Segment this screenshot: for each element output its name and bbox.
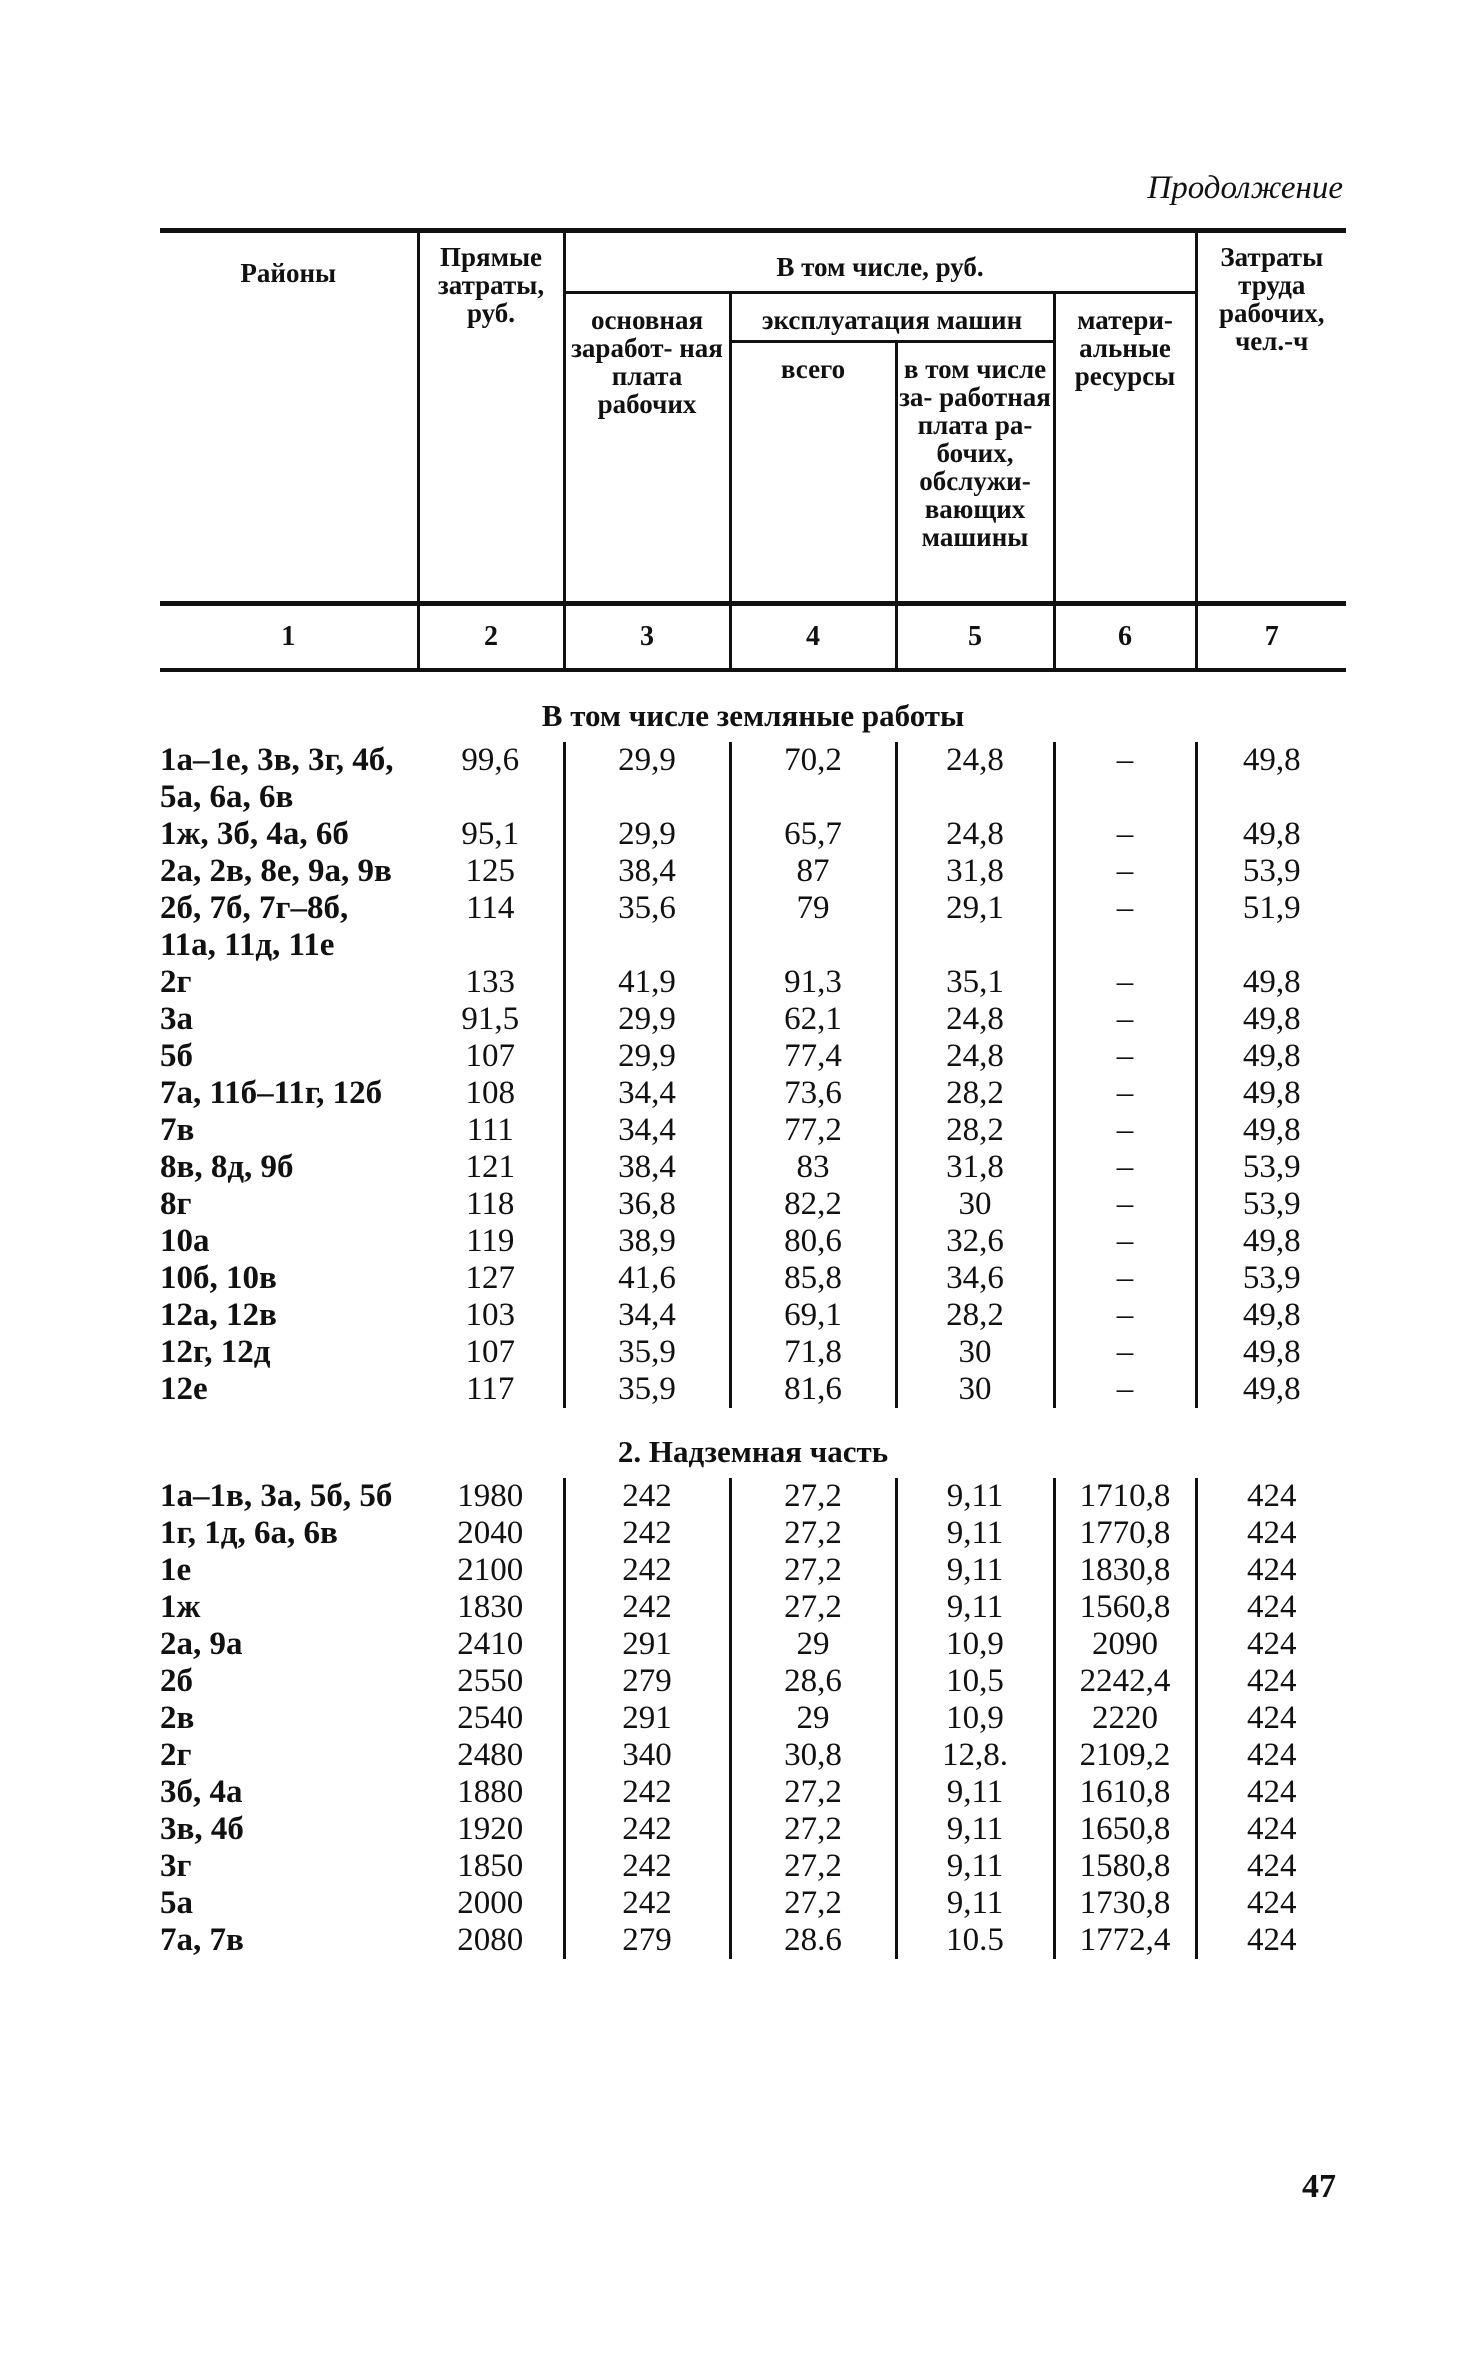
value-cell: 291: [564, 1700, 730, 1737]
table-row: [160, 1186, 1346, 1223]
value-cell: 29,9: [564, 1001, 730, 1038]
value-cell: 34,4: [564, 1297, 730, 1334]
value-cell: 41,6: [564, 1260, 730, 1297]
value-cell: 53,9: [1242, 1260, 1301, 1296]
value-cell: 9,11: [896, 1478, 1054, 1515]
value-cell: 242: [564, 1589, 730, 1626]
column-number: 2: [418, 604, 564, 671]
table-row: [160, 1737, 1346, 1774]
value-cell: 111: [418, 1112, 564, 1149]
value-cell: 1560,8: [1054, 1589, 1196, 1626]
table-row: [160, 816, 1346, 853]
value-cell: 83: [730, 1149, 896, 1186]
value-cell: 31,8: [896, 1149, 1054, 1186]
value-cell: 242: [564, 1774, 730, 1811]
value-cell: 49,8: [1242, 1038, 1301, 1074]
value-cell: 29: [730, 1626, 896, 1663]
value-cell: 29,1: [896, 890, 1054, 964]
value-cell: –: [1054, 1149, 1196, 1186]
value-cell: 91,3: [730, 964, 896, 1001]
region-cell: 1е: [160, 1552, 192, 1588]
column-number: 7: [1196, 604, 1346, 671]
value-cell: 38,4: [564, 1149, 730, 1186]
value-cell: 424: [1247, 1663, 1297, 1699]
value-cell: –: [1054, 890, 1196, 964]
region-cell: 2б: [160, 1663, 193, 1699]
value-cell: 49,8: [1242, 1075, 1301, 1111]
value-cell: 71,8: [730, 1334, 896, 1371]
value-cell: 38,9: [564, 1223, 730, 1260]
table-row: [160, 1075, 1346, 1112]
value-cell: 77,4: [730, 1038, 896, 1075]
table-row: [160, 1001, 1346, 1038]
table-row: [160, 1626, 1346, 1663]
value-cell: 10,5: [896, 1663, 1054, 1700]
value-cell: 81,6: [730, 1371, 896, 1408]
value-cell: 30: [896, 1371, 1054, 1408]
value-cell: 424: [1247, 1737, 1297, 1773]
value-cell: 424: [1247, 1552, 1297, 1588]
value-cell: 1830,8: [1054, 1552, 1196, 1589]
table-row: [160, 1297, 1346, 1334]
value-cell: 95,1: [418, 816, 564, 853]
region-cell: 1а–1в, 3а, 5б, 5б: [160, 1478, 393, 1514]
value-cell: –: [1054, 816, 1196, 853]
value-cell: 53,9: [1242, 1186, 1301, 1222]
value-cell: 24,8: [896, 816, 1054, 853]
value-cell: 28.6: [730, 1922, 896, 1959]
region-cell: 2г: [160, 1737, 192, 1773]
value-cell: –: [1054, 1186, 1196, 1223]
table-row: [160, 1478, 1346, 1515]
value-cell: –: [1054, 1371, 1196, 1408]
value-cell: 53,9: [1242, 853, 1301, 889]
value-cell: 51,9: [1242, 890, 1301, 926]
region-cell: 8г: [160, 1186, 192, 1222]
header-materials: матери- альные ресурсы: [1054, 293, 1196, 604]
region-cell: 8в, 8д, 9б: [160, 1149, 294, 1185]
value-cell: 9,11: [896, 1552, 1054, 1589]
value-cell: 85,8: [730, 1260, 896, 1297]
region-cell: 3в, 4б: [160, 1811, 244, 1847]
region-cell: 10а: [160, 1223, 210, 1259]
value-cell: 65,7: [730, 816, 896, 853]
value-cell: 53,9: [1242, 1149, 1301, 1185]
region-cell: 1г, 1д, 6а, 6в: [160, 1515, 338, 1551]
value-cell: 27,2: [730, 1478, 896, 1515]
region-cell: 1ж, 3б, 4а, 6б: [160, 816, 349, 852]
header-direct-costs: Прямые затраты, руб.: [418, 231, 564, 604]
value-cell: –: [1054, 1038, 1196, 1075]
value-cell: 2242,4: [1054, 1663, 1196, 1700]
value-cell: 1650,8: [1054, 1811, 1196, 1848]
table-row: [160, 1885, 1346, 1922]
value-cell: 424: [1247, 1885, 1297, 1921]
value-cell: 27,2: [730, 1774, 896, 1811]
value-cell: 30: [896, 1334, 1054, 1371]
section-title-above-ground: 2. Надземная часть: [617, 1434, 889, 1469]
value-cell: 27,2: [730, 1552, 896, 1589]
value-cell: 2480: [418, 1737, 564, 1774]
value-cell: 9,11: [896, 1848, 1054, 1885]
value-cell: 1920: [418, 1811, 564, 1848]
value-cell: 9,11: [896, 1774, 1054, 1811]
region-cell: 1а–1е, 3в, 3г, 4б, 5а, 6а, 6в: [160, 742, 394, 815]
value-cell: 32,6: [896, 1223, 1054, 1260]
page-number: 47: [1302, 2168, 1336, 2205]
table-row: [160, 742, 1346, 816]
value-cell: 2109,2: [1054, 1737, 1196, 1774]
continuation-label: Продолжение: [1147, 170, 1343, 206]
table-row: [160, 1848, 1346, 1885]
value-cell: –: [1054, 1075, 1196, 1112]
value-cell: 12,8.: [896, 1737, 1054, 1774]
value-cell: 24,8: [896, 1001, 1054, 1038]
value-cell: –: [1054, 1334, 1196, 1371]
value-cell: –: [1054, 742, 1196, 816]
table-row: [160, 1515, 1346, 1552]
value-cell: 9,11: [896, 1515, 1054, 1552]
value-cell: 29,9: [564, 742, 730, 816]
value-cell: 1730,8: [1054, 1885, 1196, 1922]
value-cell: 424: [1247, 1848, 1297, 1884]
table-row: [160, 1149, 1346, 1186]
header-including: В том числе, руб.: [564, 231, 1196, 293]
header-basic-wage: основная заработ- ная плата рабочих: [564, 293, 730, 604]
value-cell: 1830: [418, 1589, 564, 1626]
table-row: [160, 1663, 1346, 1700]
region-cell: 2б, 7б, 7г–8б, 11а, 11д, 11е: [160, 890, 349, 963]
value-cell: 424: [1247, 1811, 1297, 1847]
value-cell: 99,6: [418, 742, 564, 816]
value-cell: 424: [1247, 1922, 1297, 1958]
region-cell: 5а: [160, 1885, 193, 1921]
value-cell: 9,11: [896, 1589, 1054, 1626]
value-cell: 70,2: [730, 742, 896, 816]
table-row: [160, 890, 1346, 964]
column-number: 5: [896, 604, 1054, 671]
value-cell: 49,8: [1242, 1001, 1301, 1037]
value-cell: 49,8: [1242, 1371, 1301, 1407]
value-cell: 424: [1247, 1700, 1297, 1736]
table-row: [160, 1700, 1346, 1737]
table-row: [160, 1334, 1346, 1371]
value-cell: 10.5: [896, 1922, 1054, 1959]
value-cell: 133: [418, 964, 564, 1001]
value-cell: –: [1054, 1112, 1196, 1149]
column-number: 1: [160, 604, 418, 671]
value-cell: 424: [1247, 1515, 1297, 1551]
value-cell: 35,6: [564, 890, 730, 964]
region-cell: 3б, 4а: [160, 1774, 243, 1810]
value-cell: 49,8: [1242, 816, 1301, 852]
value-cell: 10,9: [896, 1626, 1054, 1663]
value-cell: 279: [564, 1663, 730, 1700]
region-cell: 10б, 10в: [160, 1260, 277, 1296]
region-cell: 3а: [160, 1001, 193, 1037]
value-cell: 38,4: [564, 853, 730, 890]
value-cell: 49,8: [1242, 1112, 1301, 1148]
value-cell: 27,2: [730, 1589, 896, 1626]
value-cell: 30,8: [730, 1737, 896, 1774]
value-cell: 242: [564, 1848, 730, 1885]
value-cell: –: [1054, 1297, 1196, 1334]
header-total: всего: [730, 342, 896, 604]
region-cell: 2а, 9а: [160, 1626, 243, 1662]
header-machine-operation: эксплуатация машин: [730, 293, 1054, 342]
value-cell: 30: [896, 1186, 1054, 1223]
header-labor: Затраты труда рабочих, чел.-ч: [1196, 231, 1346, 604]
value-cell: 31,8: [896, 853, 1054, 890]
value-cell: 27,2: [730, 1848, 896, 1885]
value-cell: 119: [418, 1223, 564, 1260]
value-cell: 29: [730, 1700, 896, 1737]
value-cell: 35,1: [896, 964, 1054, 1001]
value-cell: –: [1054, 853, 1196, 890]
value-cell: 108: [418, 1075, 564, 1112]
value-cell: 1980: [418, 1478, 564, 1515]
value-cell: 49,8: [1242, 742, 1301, 778]
value-cell: 2100: [418, 1552, 564, 1589]
value-cell: 242: [564, 1478, 730, 1515]
value-cell: 107: [418, 1334, 564, 1371]
value-cell: –: [1054, 1260, 1196, 1297]
table-row: [160, 1223, 1346, 1260]
cost-table: [160, 228, 1346, 1959]
column-number: 6: [1054, 604, 1196, 671]
value-cell: 27,2: [730, 1811, 896, 1848]
region-cell: 5б: [160, 1038, 193, 1074]
region-cell: 2г: [160, 964, 192, 1000]
value-cell: 114: [418, 890, 564, 964]
table-row: [160, 1811, 1346, 1848]
value-cell: 279: [564, 1922, 730, 1959]
region-cell: 2в: [160, 1700, 195, 1736]
table-row: [160, 1371, 1346, 1408]
value-cell: 103: [418, 1297, 564, 1334]
region-cell: 3г: [160, 1848, 192, 1884]
value-cell: 69,1: [730, 1297, 896, 1334]
value-cell: 117: [418, 1371, 564, 1408]
value-cell: 121: [418, 1149, 564, 1186]
value-cell: 424: [1247, 1774, 1297, 1810]
value-cell: 49,8: [1242, 964, 1301, 1000]
value-cell: 2000: [418, 1885, 564, 1922]
value-cell: 29,9: [564, 1038, 730, 1075]
value-cell: 424: [1247, 1589, 1297, 1625]
value-cell: 35,9: [564, 1371, 730, 1408]
value-cell: 49,8: [1242, 1223, 1301, 1259]
value-cell: 82,2: [730, 1186, 896, 1223]
value-cell: 36,8: [564, 1186, 730, 1223]
value-cell: 291: [564, 1626, 730, 1663]
table-row: [160, 1922, 1346, 1959]
section-title-earthworks: В том числе земляные работы: [541, 698, 965, 733]
value-cell: 27,2: [730, 1885, 896, 1922]
value-cell: 28,6: [730, 1663, 896, 1700]
value-cell: 107: [418, 1038, 564, 1075]
value-cell: 91,5: [418, 1001, 564, 1038]
value-cell: 49,8: [1242, 1297, 1301, 1333]
column-number: 3: [564, 604, 730, 671]
value-cell: –: [1054, 1001, 1196, 1038]
column-number: 4: [730, 604, 896, 671]
value-cell: 79: [730, 890, 896, 964]
value-cell: 1850: [418, 1848, 564, 1885]
value-cell: 28,2: [896, 1297, 1054, 1334]
value-cell: 9,11: [896, 1885, 1054, 1922]
value-cell: 34,4: [564, 1075, 730, 1112]
value-cell: 1710,8: [1054, 1478, 1196, 1515]
value-cell: 127: [418, 1260, 564, 1297]
value-cell: 28,2: [896, 1075, 1054, 1112]
value-cell: 34,6: [896, 1260, 1054, 1297]
value-cell: 80,6: [730, 1223, 896, 1260]
value-cell: 77,2: [730, 1112, 896, 1149]
value-cell: 73,6: [730, 1075, 896, 1112]
header-regions: Районы: [160, 231, 418, 604]
table-row: [160, 1038, 1346, 1075]
value-cell: 1580,8: [1054, 1848, 1196, 1885]
region-cell: 12а, 12в: [160, 1297, 277, 1333]
region-cell: 7в: [160, 1112, 195, 1148]
header-incl-wage: в том числе за- работная плата ра- бочих, обслужи- вающих машины: [896, 342, 1054, 604]
value-cell: 242: [564, 1885, 730, 1922]
region-cell: 7а, 7в: [160, 1922, 244, 1958]
value-cell: 2540: [418, 1700, 564, 1737]
value-cell: 10,9: [896, 1700, 1054, 1737]
table-row: [160, 964, 1346, 1001]
value-cell: 34,4: [564, 1112, 730, 1149]
value-cell: 1772,4: [1054, 1922, 1196, 1959]
value-cell: 2080: [418, 1922, 564, 1959]
table-row: [160, 1589, 1346, 1626]
value-cell: 424: [1247, 1478, 1297, 1514]
value-cell: 28,2: [896, 1112, 1054, 1149]
value-cell: 41,9: [564, 964, 730, 1001]
value-cell: 1880: [418, 1774, 564, 1811]
value-cell: 1610,8: [1054, 1774, 1196, 1811]
region-cell: 12г, 12д: [160, 1334, 271, 1370]
value-cell: 2040: [418, 1515, 564, 1552]
table-row: [160, 853, 1346, 890]
table-row: [160, 1112, 1346, 1149]
value-cell: –: [1054, 1223, 1196, 1260]
value-cell: 87: [730, 853, 896, 890]
value-cell: 340: [564, 1737, 730, 1774]
value-cell: 29,9: [564, 816, 730, 853]
value-cell: 118: [418, 1186, 564, 1223]
value-cell: 2550: [418, 1663, 564, 1700]
value-cell: 2220: [1054, 1700, 1196, 1737]
value-cell: 49,8: [1242, 1334, 1301, 1370]
value-cell: 2410: [418, 1626, 564, 1663]
value-cell: 27,2: [730, 1515, 896, 1552]
table-row: [160, 1774, 1346, 1811]
value-cell: 35,9: [564, 1334, 730, 1371]
value-cell: 242: [564, 1552, 730, 1589]
value-cell: 2090: [1054, 1626, 1196, 1663]
value-cell: 125: [418, 853, 564, 890]
value-cell: 242: [564, 1811, 730, 1848]
region-cell: 12е: [160, 1371, 208, 1407]
region-cell: 7а, 11б–11г, 12б: [160, 1075, 383, 1111]
value-cell: 424: [1247, 1626, 1297, 1662]
value-cell: 242: [564, 1515, 730, 1552]
value-cell: 24,8: [896, 742, 1054, 816]
value-cell: 1770,8: [1054, 1515, 1196, 1552]
table-row: [160, 1552, 1346, 1589]
value-cell: 9,11: [896, 1811, 1054, 1848]
region-cell: 1ж: [160, 1589, 201, 1625]
region-cell: 2а, 2в, 8е, 9а, 9в: [160, 853, 392, 889]
value-cell: 62,1: [730, 1001, 896, 1038]
value-cell: 24,8: [896, 1038, 1054, 1075]
table-row: [160, 1260, 1346, 1297]
value-cell: –: [1054, 964, 1196, 1001]
